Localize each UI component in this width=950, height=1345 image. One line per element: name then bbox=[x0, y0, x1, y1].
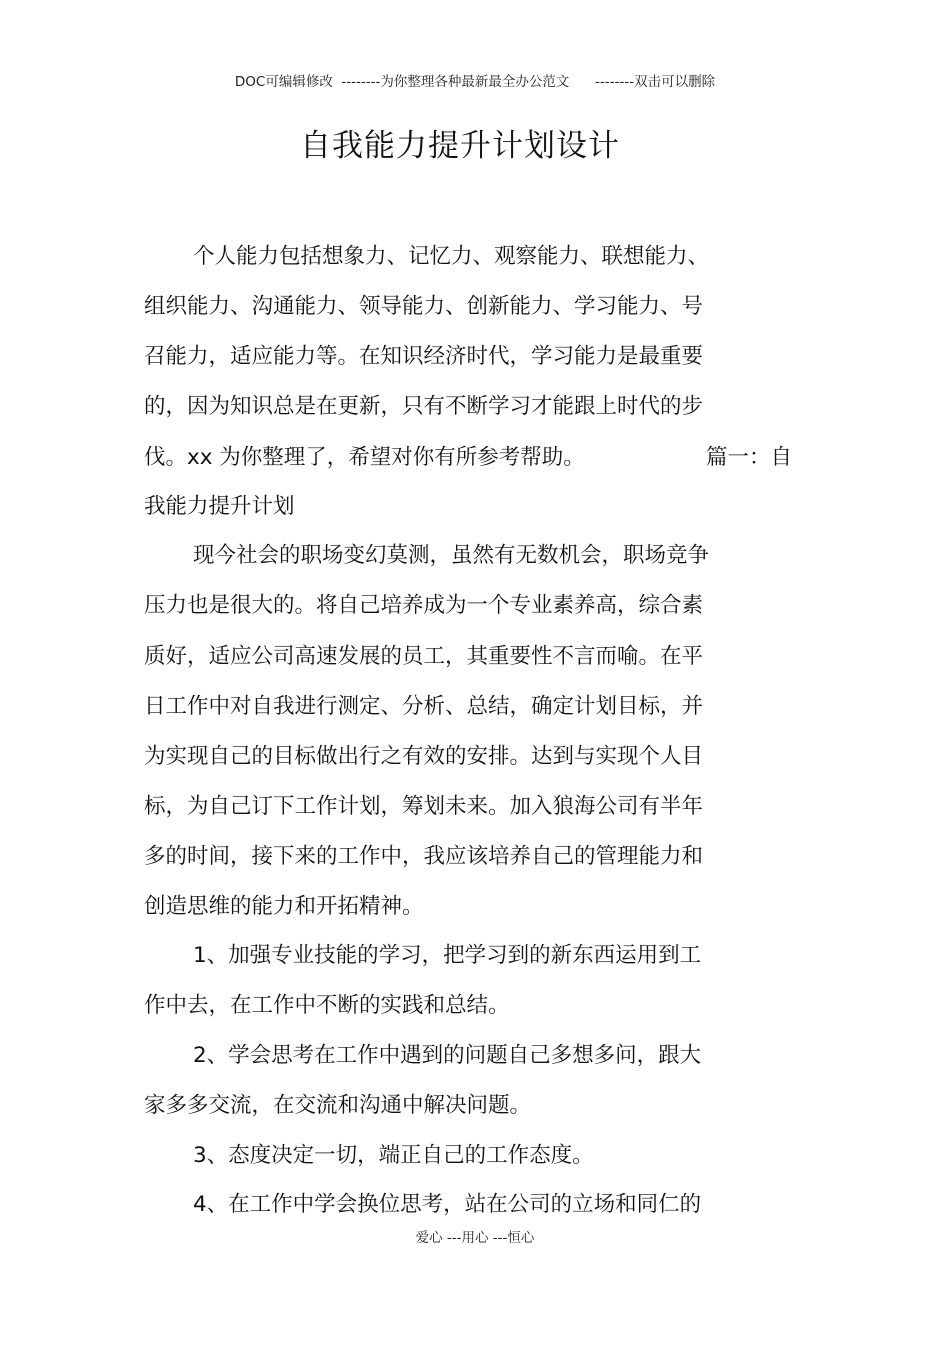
document-title: 自我能力提升计划设计 bbox=[300, 128, 620, 164]
list-item-2-cont: 家多多交流，在交流和沟通中解决问题。 bbox=[144, 1093, 532, 1118]
paragraph-line: 的，因为知识总是在更新，只有不断学习才能跟上时代的步 bbox=[144, 394, 704, 419]
paragraph-line: 组织能力、沟通能力、领导能力、创新能力、学习能力、号 bbox=[144, 294, 704, 319]
paragraph-line: 多的时间，接下来的工作中，我应该培养自己的管理能力和 bbox=[144, 844, 704, 869]
list-item-3: 3、态度决定一切，端正自己的工作态度。 bbox=[193, 1143, 594, 1168]
list-item-1: 1、加强专业技能的学习，把学习到的新东西运用到工 bbox=[193, 943, 702, 968]
list-item-4: 4、在工作中学会换位思考，站在公司的立场和同仁的 bbox=[193, 1192, 702, 1217]
paragraph-line: 伐。xx 为你整理了，希望对你有所参考帮助。 bbox=[144, 445, 585, 470]
page-header-note: DOC可编辑修改 --------为你整理各种最新最全办公范文 --------双击可以删除 bbox=[234, 74, 716, 90]
section-heading-end: 我能力提升计划 bbox=[144, 494, 295, 519]
paragraph-line: 现今社会的职场变幻莫测，虽然有无数机会，职场竞争 bbox=[193, 543, 710, 568]
paragraph-line: 召能力，适应能力等。在知识经济时代，学习能力是最重要 bbox=[144, 344, 704, 369]
paragraph-line: 个人能力包括想象力、记忆力、观察能力、联想能力、 bbox=[193, 244, 710, 269]
page-footer-note: 爱心 ---用心 ---恒心 bbox=[415, 1230, 535, 1246]
paragraph-line: 压力也是很大的。将自己培养成为一个专业素养高，综合素 bbox=[144, 593, 704, 618]
paragraph-line: 为实现自己的目标做出行之有效的安排。达到与实现个人目 bbox=[144, 744, 704, 769]
list-item-1-cont: 作中去，在工作中不断的实践和总结。 bbox=[144, 993, 510, 1018]
paragraph-line: 质好，适应公司高速发展的员工，其重要性不言而喻。在平 bbox=[144, 644, 704, 669]
paragraph-line: 日工作中对自我进行测定、分析、总结，确定计划目标，并 bbox=[144, 694, 704, 719]
list-item-2: 2、学会思考在工作中遇到的问题自己多想多问，跟大 bbox=[193, 1043, 702, 1068]
section-heading-start: 篇一：自 bbox=[706, 445, 793, 470]
paragraph-line: 创造思维的能力和开拓精神。 bbox=[144, 894, 424, 919]
paragraph-line: 标，为自己订下工作计划，筹划未来。加入狼海公司有半年 bbox=[144, 794, 704, 819]
